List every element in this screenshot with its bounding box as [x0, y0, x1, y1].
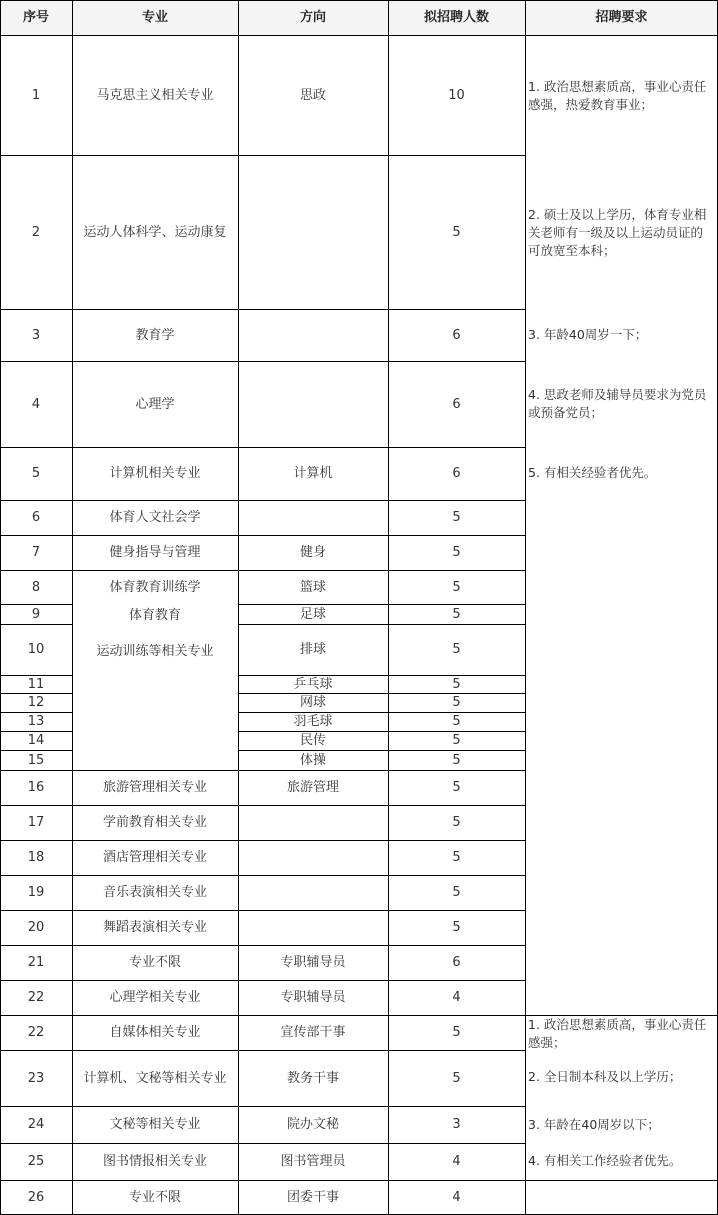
grid-line	[0, 750, 73, 751]
header-major: 专业	[72, 0, 238, 35]
row-major: 教育学	[135, 327, 175, 343]
row-count: 5	[452, 850, 461, 865]
grid-line	[0, 624, 73, 625]
row-direction: 健身	[299, 545, 326, 560]
grid-line	[0, 0, 1, 1215]
row-no: 16	[27, 780, 45, 795]
grid-line	[238, 675, 526, 676]
row-major: 运动人体科学、运动康复	[83, 224, 227, 240]
row-count: 5	[452, 780, 461, 795]
grid-line	[0, 447, 526, 448]
grid-line	[0, 980, 526, 981]
row-no: 23	[27, 1070, 45, 1086]
grid-line	[0, 770, 526, 771]
row-major: 舞蹈表演相关专业	[102, 920, 207, 935]
header-count: 拟招聘人数	[388, 0, 525, 35]
header-direction: 方向	[238, 0, 388, 35]
grid-line	[0, 604, 73, 605]
grid-line	[0, 1180, 718, 1181]
row-count: 5	[452, 545, 461, 560]
grid-line	[0, 910, 526, 911]
requirement-item: 2. 硕士及以上学历，体育专业相关老师有一级及以上运动员证的可放宽至本科；	[528, 207, 707, 258]
grid-line	[0, 875, 526, 876]
row-major: 酒店管理相关专业	[102, 850, 207, 865]
requirement-item: 5. 有相关经验者优先。	[528, 465, 657, 480]
requirement-item: 3. 年龄40周岁一下；	[528, 327, 648, 342]
grid-line	[0, 840, 526, 841]
row-no: 5	[31, 466, 41, 481]
row-no: 14	[27, 733, 45, 748]
row-direction: 计算机	[293, 466, 333, 481]
grid-line	[0, 675, 73, 676]
row-count: 5	[452, 642, 461, 657]
row-direction: 体操	[299, 752, 326, 768]
grid-line	[0, 1143, 526, 1144]
row-no: 8	[31, 579, 41, 595]
row-major: 音乐表演相关专业	[102, 885, 207, 900]
grid-line	[0, 155, 526, 156]
row-count: 5	[452, 676, 461, 692]
requirement-item: 1. 政治思想素质高，事业心责任感强，热爱教育事业；	[528, 79, 707, 112]
row-direction: 羽毛球	[293, 714, 333, 729]
row-major: 学前教育相关专业	[102, 815, 207, 830]
row-direction: 宣传部干事	[280, 1025, 346, 1040]
row-direction: 团委干事	[286, 1190, 339, 1205]
row-direction: 乒乓球	[293, 676, 333, 692]
grid-line	[0, 535, 526, 536]
grid-line	[238, 712, 526, 713]
grid-line	[0, 1050, 526, 1051]
row-count: 3	[452, 1117, 461, 1132]
row-count: 4	[452, 1154, 461, 1169]
grid-line	[0, 0, 718, 1]
row-no: 17	[27, 815, 45, 830]
grid-line	[0, 945, 526, 946]
row-major: 计算机、文秘等相关专业	[83, 1070, 227, 1086]
row-no: 3	[31, 327, 41, 343]
row-major: 专业不限	[128, 955, 181, 970]
row-direction: 旅游管理	[286, 780, 339, 795]
grid-line	[238, 750, 526, 751]
row-direction: 专职辅导员	[280, 955, 346, 970]
row-major: 心理学相关专业	[109, 990, 201, 1005]
row-count: 6	[452, 466, 461, 481]
row-no: 11	[27, 676, 45, 692]
grid-line	[0, 361, 526, 362]
row-count: 4	[452, 1190, 461, 1205]
row-direction: 网球	[299, 695, 326, 710]
row-direction: 民传	[299, 733, 326, 748]
grid-line	[0, 500, 526, 501]
grid-line	[0, 309, 526, 310]
row-count: 5	[452, 606, 461, 622]
row-direction: 篮球	[299, 579, 326, 595]
row-direction: 院办文秘	[286, 1117, 339, 1132]
header-no: 序号	[0, 0, 72, 35]
requirement-item: 4. 思政老师及辅导员要求为党员或预备党员；	[528, 387, 707, 420]
row-no: 25	[27, 1154, 45, 1169]
row-no: 20	[27, 920, 45, 935]
sports-major-label: 体育教育训练学	[109, 579, 201, 595]
row-major: 旅游管理相关专业	[102, 780, 207, 795]
row-count: 5	[452, 733, 461, 748]
row-major: 马克思主义相关专业	[96, 87, 214, 103]
row-no: 24	[27, 1117, 45, 1132]
grid-line	[0, 1106, 526, 1107]
grid-line	[0, 1015, 718, 1016]
requirement-item: 2. 全日制本科及以上学历；	[528, 1069, 682, 1084]
grid-line	[238, 731, 526, 732]
row-no: 6	[31, 510, 41, 525]
row-count: 5	[452, 510, 461, 525]
row-major: 健身指导与管理	[109, 545, 201, 560]
row-major: 图书情报相关专业	[102, 1154, 207, 1169]
row-direction: 思政	[299, 87, 326, 103]
row-no: 22	[27, 990, 45, 1005]
row-direction: 排球	[299, 642, 326, 657]
row-no: 7	[31, 545, 41, 560]
row-count: 5	[452, 224, 461, 240]
row-no: 15	[27, 752, 45, 768]
grid-line	[0, 805, 526, 806]
grid-line	[238, 693, 526, 694]
row-count: 6	[452, 327, 461, 343]
row-no: 26	[27, 1190, 45, 1205]
row-major: 专业不限	[128, 1190, 181, 1205]
row-count: 6	[452, 396, 461, 412]
row-count: 5	[452, 752, 461, 768]
row-count: 5	[452, 920, 461, 935]
grid-line	[238, 604, 526, 605]
grid-line	[388, 0, 389, 1215]
row-major: 计算机相关专业	[109, 466, 201, 481]
row-direction: 专职辅导员	[280, 990, 346, 1005]
row-count: 5	[452, 885, 461, 900]
row-count: 5	[452, 1070, 461, 1086]
row-no: 22	[27, 1025, 45, 1040]
row-no: 1	[31, 87, 41, 103]
row-major: 自媒体相关专业	[109, 1025, 201, 1040]
row-major: 体育人文社会学	[109, 510, 201, 525]
grid-line	[0, 570, 526, 571]
grid-line	[525, 0, 526, 1215]
requirement-item: 3. 年龄在40周岁以下；	[528, 1117, 660, 1132]
row-no: 10	[27, 642, 45, 657]
row-no: 13	[27, 714, 45, 729]
row-count: 4	[452, 990, 461, 1005]
requirement-item: 1. 政治思想素质高，事业心责任感强；	[528, 1017, 707, 1050]
row-count: 5	[452, 815, 461, 830]
sports-major-label: 体育教育	[128, 607, 181, 623]
row-count: 5	[452, 695, 461, 710]
requirement-item: 4. 有相关工作经验者优先。	[528, 1153, 682, 1168]
row-no: 12	[27, 695, 45, 710]
grid-line	[0, 693, 73, 694]
row-count: 6	[452, 955, 461, 970]
row-no: 9	[31, 606, 41, 622]
row-direction: 教务干事	[286, 1070, 339, 1086]
row-no: 4	[31, 396, 41, 412]
row-no: 19	[27, 885, 45, 900]
row-count: 10	[448, 87, 465, 103]
grid-line	[72, 0, 73, 1215]
grid-line	[238, 624, 526, 625]
row-no: 21	[27, 955, 45, 970]
grid-line	[238, 0, 239, 1215]
row-no: 2	[31, 224, 41, 240]
row-major: 文秘等相关专业	[109, 1117, 201, 1132]
header-requirement: 招聘要求	[525, 0, 718, 35]
grid-line	[0, 35, 718, 36]
row-no: 18	[27, 850, 45, 865]
grid-line	[0, 712, 73, 713]
grid-line	[0, 731, 73, 732]
row-major: 心理学	[135, 396, 175, 412]
row-count: 5	[452, 1025, 461, 1040]
row-direction: 图书管理员	[280, 1154, 346, 1169]
row-count: 5	[452, 579, 461, 595]
row-direction: 足球	[299, 606, 326, 622]
row-count: 5	[452, 714, 461, 729]
sports-major-label: 运动训练等相关专业	[96, 643, 214, 659]
